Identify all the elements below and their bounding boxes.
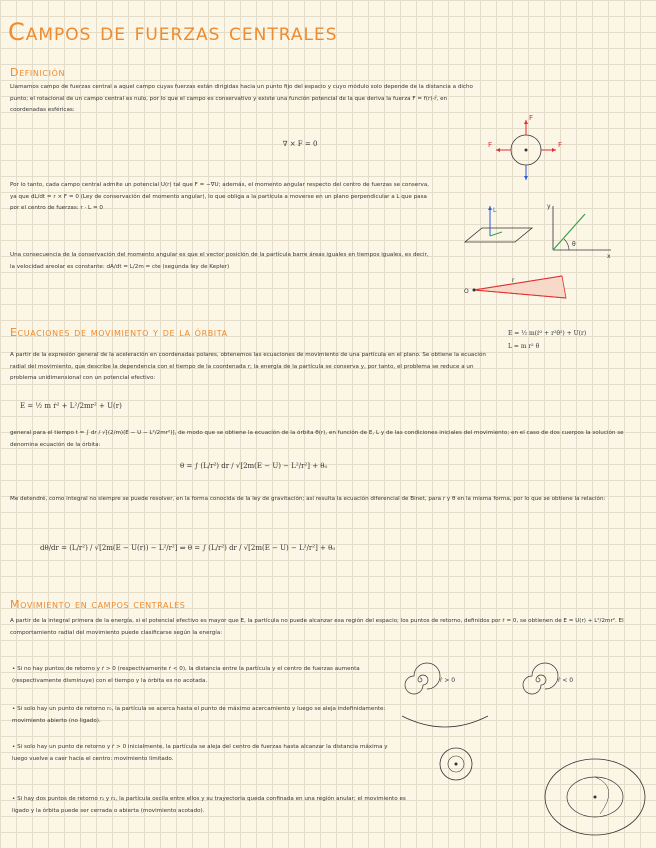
page-title: Campos de fuerzas centrales <box>8 18 338 46</box>
orbit-text-2: Me detendré, como integral no siempre se puede resolver, en la forma conocida de la ley de gravitación; así resulta la ecuación diferencial de Binet, para r y θ en la misma forma, por lo que se obtiene la relación: <box>10 496 606 502</box>
spiral-inward-diagram <box>518 660 598 700</box>
angle-label: θ <box>572 241 576 248</box>
areal-velocity-diagram <box>462 268 582 318</box>
heading-motion: Movimiento en campos centrales <box>10 598 186 611</box>
axis-y-label: y <box>547 203 551 210</box>
potential-curve-diagram <box>400 712 490 736</box>
origin-label: O <box>464 288 469 295</box>
time-text: general para el tiempo t = ∫ dr / √[(2/m)(E − U − L²/2mr²)], de modo que se obtiene la ecuación de la órbita θ(r), en función de E, L y de las condiciones iniciales del movimiento; en el caso de dos cuerpos la solución se denomina ecuación de la órbita: <box>10 430 624 448</box>
curl-formula: ∇ × F = 0 <box>282 140 318 148</box>
r-label: r <box>512 277 515 284</box>
plane-diagram <box>460 200 540 260</box>
bullet-4: • Si hay dos puntos de retorno r₁ y r₂, la partícula oscila entre ellos y su trayectoria queda confinada en una región anular; el movimiento es ligado y la órbita puede ser cerrada o abierta (movimiento acotado). <box>12 796 406 814</box>
motion-text: A partir de la integral primera de la energía, si el potencial efectivo es mayor que E, la partícula no puede alcanzar esa región del espacio; los puntos de retorno, definidos por ṙ = 0, se obtienen de E = U(r) + L²/2mr². El comportamiento radial del movimiento puede clasificarse según la energía: <box>10 618 624 636</box>
force-left-label: F <box>488 141 493 149</box>
force-top-label: F <box>529 114 534 122</box>
areal-text: Una consecuencia de la conservación del momento angular es que el vector posición de la partícula barre áreas iguales en tiempos iguales, es decir, la velocidad areolar es constante: dA/dt = L/2m = cte (segunda ley de Kepler) <box>10 252 429 270</box>
polar-axes-diagram <box>545 200 615 260</box>
potential-text: Por lo tanto, cada campo central admite un potencial U(r) tal que F = −∇U; además, el momento angular respecto del centro de fuerzas se conserva, ya que dL/dt = r × F = 0 (Ley de conservación del momento angular), lo que obliga a la partícula a moverse en un plano perpendicular a L que pasa por el centro de fuerzas: r · L = 0 <box>10 182 430 212</box>
heading-orbit: Ecuaciones de movimiento y de la órbita <box>10 326 228 339</box>
r-neg-label: ṙ < 0 <box>558 677 574 684</box>
axis-x-label: x <box>607 253 611 260</box>
central-force-diagram <box>488 108 568 188</box>
bounded-orbit-diagram <box>436 742 476 786</box>
r-pos-label: ṙ > 0 <box>440 677 456 684</box>
energy-equation: E = ½ m ṙ² + L²/2mr² + U(r) <box>20 402 122 410</box>
side-eq-energy: E = ½ m(ṙ² + r²θ̇²) + U(r) <box>508 330 587 337</box>
bullet-2: • Si solo hay un punto de retorno r₀, la partícula se acerca hasta el punto de máximo acercamiento y luego se aleja indefinidamente: movimiento abierto (no ligado). <box>12 706 386 724</box>
vec-L-label: L <box>493 207 497 214</box>
definition-intro: Llamamos campo de fuerzas central a aquel campo cuyas fuerzas están dirigidas hacia un punto fijo del espacio y cuyo módulo solo depende de la distancia a dicho punto; el rotacional de un campo central es nulo, por lo que el campo es conservativo y existe una función potencial de la que deriva la fuerza F = f(r)·ȓ, en coordenadas esféricas: <box>10 84 473 114</box>
binet-equation: dθ/dr = (L/r²) / √[2m(E − U(r)) − L²/r²] ⇒ θ = ∫ (L/r²) dr / √[2m(E − U) − L²/r²] + θ₀ <box>40 544 336 552</box>
force-right-label: F <box>558 141 563 149</box>
ellipse-orbit-diagram <box>540 752 650 842</box>
orbit-text-1: A partir de la expresión general de la aceleración en coordenadas polares, obtenemos las ecuaciones de movimiento de una partícula en el plano. Se obtiene la ecuación radial del movimiento, que describe la dependencia con el tiempo de la coordenada r; la energía de la partícula se conserva y, por tanto, el problema se reduce a un problema unidimensional con un potencial efectivo: <box>10 352 486 382</box>
bullet-1: • Si no hay puntos de retorno y ṙ > 0 (respectivamente ṙ < 0), la distancia entre la partícula y el centro de fuerzas aumenta (respectivamente disminuye) con el tiempo y la órbita es no acotada. <box>12 666 360 684</box>
spiral-outward-diagram <box>400 660 470 700</box>
bullet-3: • Si solo hay un punto de retorno y ṙ > 0 inicialmente, la partícula se aleja del centro de fuerzas hasta alcanzar la distancia máxima y luego vuelve a caer hacia el centro: movimiento limitado. <box>12 744 388 762</box>
heading-definition: Definición <box>10 66 66 79</box>
side-eq-momentum: L = m r² θ̇ <box>508 343 540 350</box>
orbit-equation: θ = ∫ (L/r²) dr / √[2m(E − U) − L²/r²] + θ₀ <box>180 462 328 470</box>
